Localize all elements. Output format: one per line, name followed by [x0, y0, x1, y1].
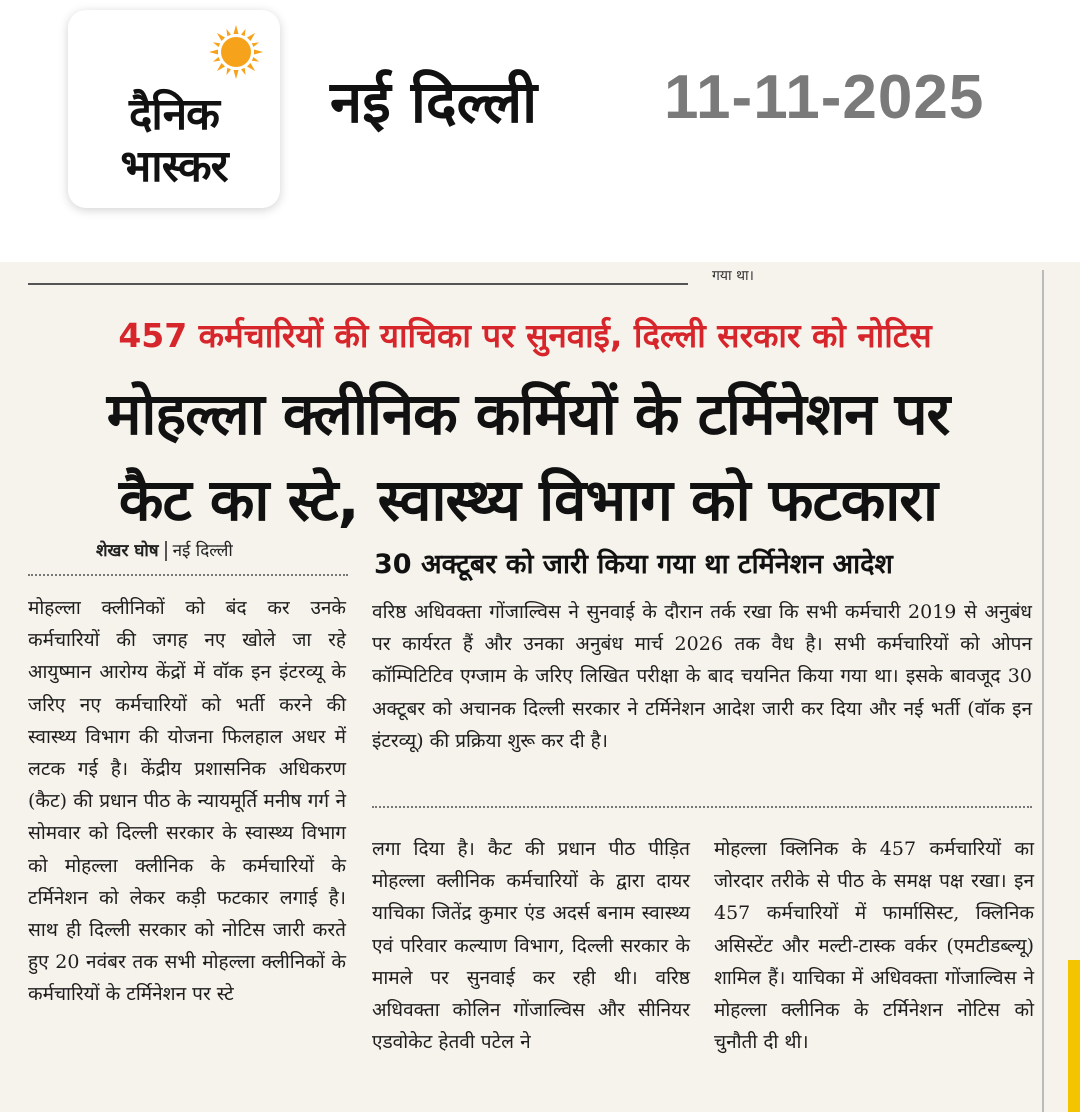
byline [96, 538, 233, 561]
logo-text-line2: भास्कर [120, 141, 228, 192]
cut-off-text: गया था। [712, 268, 754, 284]
column-divider [1042, 270, 1044, 1112]
body-column-left: मोहल्ला क्लीनिकों को बंद कर उनके कर्मचारियों की जगह नए खोले जा रहे आयुष्मान आरोग्य केंद्रों में वॉक इन इंटरव्यू के जरिए नए कर्मचारियों को भर्ती करने की स्वास्थ्य विभाग की योजना फिलहाल अधर में लटक गई है। केंद्रीय प्रशासनिक अधिकरण (कैट) की प्रधान पीठ के न्यायमूर्ति मनीष गर्ग ने सोमवार को दिल्ली सरकार के स्वास्थ्य विभाग को मोहल्ला क्लीनिक के कर्मचारियों के टर्मिनेशन को लेकर कड़ी फटकार लगाई है। साथ ही दिल्ली सरकार को नोटिस जारी करते हुए 20 नवंबर तक सभी मोहल्ला क्लीनिकों के कर्मचारियों के टर्मिनेशन पर स्टे [28, 597, 346, 1006]
edition-date: 11-11-2025 [664, 63, 985, 132]
body-column-right: मोहल्ला क्लिनिक के 457 कर्मचारियों का जोरदार तरीके से पीठ के समक्ष पक्ष रखा। इन 457 कर्मचारियों में फार्मासिस्ट, क्लिनिक असिस्टेंट और मल्टी-टास्क वर्कर (एमटीडब्ल्यू) शामिल हैं। याचिका में अधिवक्ता गोंजाल्विस ने मोहल्ला क्लीनिक के टर्मिनेशन नोटिस को चुनौती दी थी। [714, 838, 1034, 1054]
dainik-bhaskar-logo [68, 10, 280, 208]
body-column-middle: लगा दिया है। कैट की प्रधान पीठ पीड़ित मोहल्ला क्लीनिक कर्मचारियों के द्वारा दायर याचिका जितेंद्र कुमार एंड अदर्स बनाम स्वास्थ्य एवं परिवार कल्याण विभाग, दिल्ली सरकार के मामले पर सुनवाई कर रही थी। वरिष्ठ अधिवक्ता कोलिन गोंजाल्विस और सीनियर एडवोकेट हेतवी पटेल ने [372, 838, 690, 1054]
dotted-divider-right [372, 806, 1032, 808]
headline-line1: मोहल्ला क्लीनिक कर्मियों के टर्मिनेशन पर [106, 380, 950, 448]
byline-author: शेखर घोष [96, 541, 159, 561]
article-subhead: 30 अक्टूबर को जारी किया गया था टर्मिनेशन आदेश [374, 549, 893, 580]
byline-separator [165, 541, 167, 561]
headline-line2: कैट का स्टे, स्वास्थ्य विभाग को फटकारा [118, 466, 938, 534]
edition-city: नई दिल्ली [330, 68, 538, 136]
article-kicker: 457 कर्मचारियों की याचिका पर सुनवाई, दिल्ली सरकार को नोटिस [118, 316, 932, 355]
body-paragraph-right: वरिष्ठ अधिवक्ता गोंजाल्विस ने सुनवाई के दौरान तर्क रखा कि सभी कर्मचारी 2019 से अनुबंध पर कार्यरत हैं और उनका अनुबंध मार्च 2026 तक वैध है। सभी कर्मचारियों को ओपन कॉम्पिटिटिव एग्जाम के जरिए लिखित परीक्षा के बाद चयनित किया गया था। इसके बावजूद 30 अक्टूबर को अचानक दिल्ली सरकार ने टर्मिनेशन आदेश जारी कर दिया और नई भर्ती (वॉक इन इंटरव्यू) की प्रक्रिया शुरू कर दी है। [372, 601, 1032, 752]
dotted-divider-left [28, 574, 348, 576]
byline-place: नई दिल्ली [172, 541, 233, 561]
adjacent-clip-edge [1068, 960, 1080, 1112]
top-rule [28, 283, 688, 285]
logo-text-line1: दैनिक [129, 89, 219, 140]
sun-icon [208, 24, 264, 80]
